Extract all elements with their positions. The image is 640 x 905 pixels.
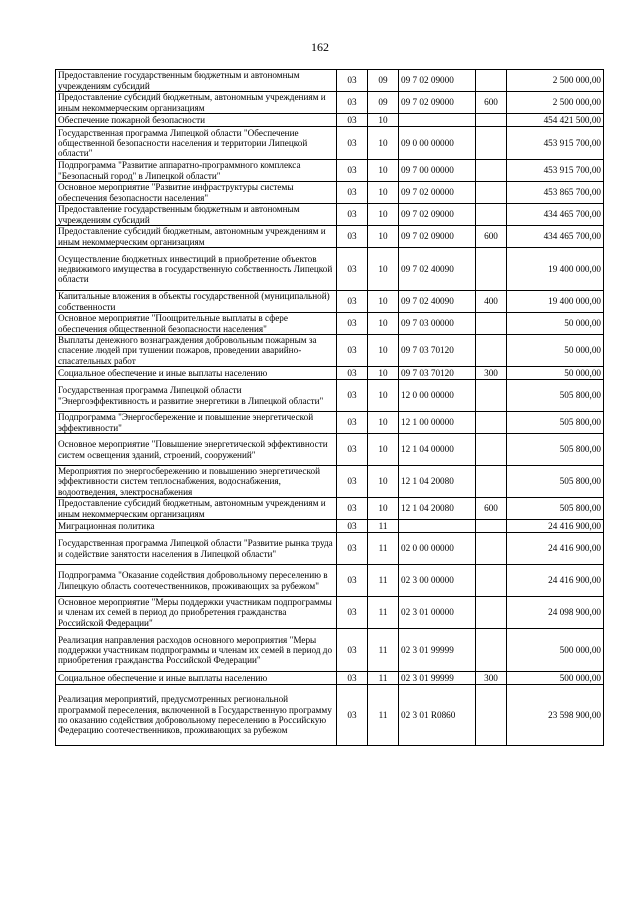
cell-section: 03 bbox=[337, 182, 368, 204]
cell-section: 03 bbox=[337, 412, 368, 434]
budget-table-body bbox=[56, 70, 604, 746]
cell-target-article bbox=[399, 114, 476, 127]
table-row bbox=[56, 313, 604, 335]
cell-name: Основное мероприятие "Повышение энергетической эффективности систем освещения зданий, строений, сооружений" bbox=[56, 434, 337, 466]
cell-expense-type bbox=[476, 335, 507, 367]
table-row bbox=[56, 466, 604, 498]
cell-name: Предоставление государственным бюджетным и автономным учреждениям субсидий bbox=[56, 204, 337, 226]
cell-amount: 505 800,00 bbox=[507, 434, 604, 466]
cell-expense-type: 400 bbox=[476, 291, 507, 313]
cell-amount: 50 000,00 bbox=[507, 335, 604, 367]
cell-section: 03 bbox=[337, 597, 368, 629]
cell-subsection: 11 bbox=[368, 597, 399, 629]
cell-name: Предоставление субсидий бюджетным, автономным учреждениям и иным некоммерческим организациям bbox=[56, 92, 337, 114]
cell-section: 03 bbox=[337, 114, 368, 127]
cell-subsection: 11 bbox=[368, 629, 399, 672]
cell-name: Социальное обеспечение и иные выплаты населению bbox=[56, 367, 337, 380]
cell-subsection: 10 bbox=[368, 466, 399, 498]
cell-subsection: 11 bbox=[368, 533, 399, 565]
cell-section: 03 bbox=[337, 672, 368, 685]
cell-section: 03 bbox=[337, 248, 368, 291]
cell-section: 03 bbox=[337, 127, 368, 160]
budget-table bbox=[55, 69, 604, 746]
cell-expense-type bbox=[476, 380, 507, 412]
cell-amount: 500 000,00 bbox=[507, 629, 604, 672]
table-row bbox=[56, 533, 604, 565]
cell-target-article: 09 7 03 00000 bbox=[399, 313, 476, 335]
cell-subsection: 10 bbox=[368, 160, 399, 182]
cell-amount: 505 800,00 bbox=[507, 466, 604, 498]
cell-target-article: 09 7 03 70120 bbox=[399, 367, 476, 380]
cell-expense-type: 600 bbox=[476, 498, 507, 520]
cell-amount: 24 098 900,00 bbox=[507, 597, 604, 629]
cell-subsection: 11 bbox=[368, 565, 399, 597]
cell-subsection: 09 bbox=[368, 70, 399, 92]
cell-name: Выплаты денежного вознаграждения добровольным пожарным за спасение людей при тушении пожаров, проведении аварийно-спасательных работ bbox=[56, 335, 337, 367]
cell-name: Капитальные вложения в объекты государственной (муниципальной) собственности bbox=[56, 291, 337, 313]
cell-target-article: 09 7 03 70120 bbox=[399, 335, 476, 367]
cell-amount: 23 598 900,00 bbox=[507, 685, 604, 746]
table-row bbox=[56, 520, 604, 533]
cell-amount: 453 915 700,00 bbox=[507, 127, 604, 160]
cell-name: Осуществление бюджетных инвестиций в приобретение объектов недвижимого имущества в государственную собственность Липецкой области bbox=[56, 248, 337, 291]
table-row bbox=[56, 498, 604, 520]
cell-subsection: 10 bbox=[368, 182, 399, 204]
cell-name: Социальное обеспечение и иные выплаты населению bbox=[56, 672, 337, 685]
cell-amount: 505 800,00 bbox=[507, 412, 604, 434]
cell-subsection: 10 bbox=[368, 114, 399, 127]
cell-expense-type: 300 bbox=[476, 367, 507, 380]
cell-expense-type bbox=[476, 533, 507, 565]
cell-expense-type: 300 bbox=[476, 672, 507, 685]
cell-target-article: 09 7 02 09000 bbox=[399, 204, 476, 226]
cell-target-article: 09 7 02 09000 bbox=[399, 226, 476, 248]
cell-section: 03 bbox=[337, 498, 368, 520]
table-row bbox=[56, 114, 604, 127]
cell-subsection: 10 bbox=[368, 367, 399, 380]
cell-name: Миграционная политика bbox=[56, 520, 337, 533]
cell-subsection: 10 bbox=[368, 248, 399, 291]
cell-target-article: 02 0 00 00000 bbox=[399, 533, 476, 565]
cell-name: Предоставление субсидий бюджетным, автономным учреждениям и иным некоммерческим организациям bbox=[56, 226, 337, 248]
cell-name: Государственная программа Липецкой области "Энергоэффективность и развитие энергетики в Липецкой области" bbox=[56, 380, 337, 412]
cell-target-article: 12 1 04 20080 bbox=[399, 498, 476, 520]
cell-section: 03 bbox=[337, 434, 368, 466]
table-row bbox=[56, 672, 604, 685]
cell-subsection: 10 bbox=[368, 127, 399, 160]
cell-amount: 24 416 900,00 bbox=[507, 520, 604, 533]
cell-expense-type bbox=[476, 412, 507, 434]
cell-expense-type bbox=[476, 466, 507, 498]
cell-subsection: 10 bbox=[368, 204, 399, 226]
table-row bbox=[56, 291, 604, 313]
table-row bbox=[56, 629, 604, 672]
cell-target-article: 02 3 00 00000 bbox=[399, 565, 476, 597]
cell-target-article: 02 3 01 99999 bbox=[399, 629, 476, 672]
cell-target-article: 09 7 02 40090 bbox=[399, 291, 476, 313]
cell-subsection: 10 bbox=[368, 434, 399, 466]
cell-section: 03 bbox=[337, 466, 368, 498]
page-number: 162 bbox=[311, 40, 329, 54]
cell-target-article: 12 0 00 00000 bbox=[399, 380, 476, 412]
cell-expense-type bbox=[476, 114, 507, 127]
table-row bbox=[56, 335, 604, 367]
table-row bbox=[56, 685, 604, 746]
cell-name: Основное мероприятие "Развитие инфраструктуры системы обеспечения безопасности населения" bbox=[56, 182, 337, 204]
cell-amount: 24 416 900,00 bbox=[507, 533, 604, 565]
cell-amount: 505 800,00 bbox=[507, 380, 604, 412]
cell-amount: 500 000,00 bbox=[507, 672, 604, 685]
cell-amount: 453 865 700,00 bbox=[507, 182, 604, 204]
cell-amount: 19 400 000,00 bbox=[507, 248, 604, 291]
cell-target-article: 09 7 02 09000 bbox=[399, 70, 476, 92]
cell-name: Подпрограмма "Оказание содействия добровольному переселению в Липецкую область соотечественников, проживающих за рубежом" bbox=[56, 565, 337, 597]
cell-target-article: 12 1 00 00000 bbox=[399, 412, 476, 434]
cell-target-article: 02 3 01 R0860 bbox=[399, 685, 476, 746]
cell-name: Предоставление субсидий бюджетным, автономным учреждениям и иным некоммерческим организациям bbox=[56, 498, 337, 520]
table-row bbox=[56, 367, 604, 380]
cell-amount: 50 000,00 bbox=[507, 313, 604, 335]
cell-subsection: 11 bbox=[368, 685, 399, 746]
cell-expense-type bbox=[476, 160, 507, 182]
cell-subsection: 10 bbox=[368, 380, 399, 412]
cell-name: Государственная программа Липецкой области "Обеспечение общественной безопасности населения и территории Липецкой области" bbox=[56, 127, 337, 160]
cell-subsection: 10 bbox=[368, 498, 399, 520]
cell-amount: 50 000,00 bbox=[507, 367, 604, 380]
cell-expense-type bbox=[476, 70, 507, 92]
table-row bbox=[56, 597, 604, 629]
cell-subsection: 10 bbox=[368, 335, 399, 367]
cell-amount: 434 465 700,00 bbox=[507, 226, 604, 248]
table-row bbox=[56, 92, 604, 114]
cell-section: 03 bbox=[337, 92, 368, 114]
table-row bbox=[56, 380, 604, 412]
cell-section: 03 bbox=[337, 70, 368, 92]
cell-expense-type: 600 bbox=[476, 92, 507, 114]
cell-target-article: 12 1 04 00000 bbox=[399, 434, 476, 466]
cell-expense-type bbox=[476, 685, 507, 746]
cell-amount: 454 421 500,00 bbox=[507, 114, 604, 127]
cell-subsection: 10 bbox=[368, 291, 399, 313]
cell-name: Подпрограмма "Энергосбережение и повышение энергетической эффективности" bbox=[56, 412, 337, 434]
cell-expense-type bbox=[476, 204, 507, 226]
cell-amount: 505 800,00 bbox=[507, 498, 604, 520]
cell-name: Основное мероприятие "Поощрительные выплаты в сфере обеспечения общественной безопасности населения" bbox=[56, 313, 337, 335]
cell-section: 03 bbox=[337, 533, 368, 565]
table-row bbox=[56, 160, 604, 182]
cell-section: 03 bbox=[337, 565, 368, 597]
cell-target-article: 12 1 04 20080 bbox=[399, 466, 476, 498]
cell-target-article: 02 3 01 99999 bbox=[399, 672, 476, 685]
table-row bbox=[56, 204, 604, 226]
cell-expense-type bbox=[476, 127, 507, 160]
cell-amount: 2 500 000,00 bbox=[507, 70, 604, 92]
cell-section: 03 bbox=[337, 291, 368, 313]
cell-name: Реализация мероприятий, предусмотренных региональной программой переселения, включенной в Государственную программу по оказанию содействия добровольному переселению в Российскую Федерацию соотечественников, проживающих за рубежом bbox=[56, 685, 337, 746]
cell-expense-type bbox=[476, 434, 507, 466]
table-row bbox=[56, 248, 604, 291]
cell-name: Мероприятия по энергосбережению и повышению энергетической эффективности систем теплоснабжения, водоснабжения, водоотведения, электроснабжения bbox=[56, 466, 337, 498]
cell-amount: 453 915 700,00 bbox=[507, 160, 604, 182]
cell-amount: 2 500 000,00 bbox=[507, 92, 604, 114]
cell-amount: 24 416 900,00 bbox=[507, 565, 604, 597]
table-row bbox=[56, 127, 604, 160]
cell-expense-type bbox=[476, 597, 507, 629]
cell-subsection: 10 bbox=[368, 313, 399, 335]
cell-target-article bbox=[399, 520, 476, 533]
cell-section: 03 bbox=[337, 335, 368, 367]
cell-section: 03 bbox=[337, 685, 368, 746]
table-row bbox=[56, 70, 604, 92]
cell-section: 03 bbox=[337, 313, 368, 335]
cell-subsection: 09 bbox=[368, 92, 399, 114]
cell-section: 03 bbox=[337, 380, 368, 412]
cell-name: Реализация направления расходов основного мероприятия "Меры поддержки участникам подпрограммы и членам их семей в период до приобретения гражданства Российской Федерации" bbox=[56, 629, 337, 672]
cell-target-article: 09 7 00 00000 bbox=[399, 160, 476, 182]
cell-name: Основное мероприятие "Меры поддержки участникам подпрограммы и членам их семей в период до приобретения гражданства Российской Федерации" bbox=[56, 597, 337, 629]
table-row bbox=[56, 434, 604, 466]
cell-expense-type bbox=[476, 182, 507, 204]
cell-target-article: 09 7 02 40090 bbox=[399, 248, 476, 291]
table-row bbox=[56, 565, 604, 597]
table-row bbox=[56, 412, 604, 434]
cell-target-article: 09 7 02 00000 bbox=[399, 182, 476, 204]
cell-subsection: 11 bbox=[368, 672, 399, 685]
cell-name: Предоставление государственным бюджетным и автономным учреждениям субсидий bbox=[56, 70, 337, 92]
cell-expense-type bbox=[476, 248, 507, 291]
cell-name: Обеспечение пожарной безопасности bbox=[56, 114, 337, 127]
cell-section: 03 bbox=[337, 226, 368, 248]
cell-section: 03 bbox=[337, 367, 368, 380]
cell-expense-type: 600 bbox=[476, 226, 507, 248]
cell-section: 03 bbox=[337, 160, 368, 182]
cell-name: Государственная программа Липецкой области "Развитие рынка труда и содействие занятости населения в Липецкой области" bbox=[56, 533, 337, 565]
cell-section: 03 bbox=[337, 629, 368, 672]
cell-target-article: 02 3 01 00000 bbox=[399, 597, 476, 629]
cell-target-article: 09 7 02 09000 bbox=[399, 92, 476, 114]
cell-target-article: 09 0 00 00000 bbox=[399, 127, 476, 160]
cell-subsection: 10 bbox=[368, 226, 399, 248]
cell-expense-type bbox=[476, 565, 507, 597]
cell-expense-type bbox=[476, 313, 507, 335]
cell-section: 03 bbox=[337, 520, 368, 533]
cell-amount: 19 400 000,00 bbox=[507, 291, 604, 313]
table-row bbox=[56, 182, 604, 204]
cell-subsection: 11 bbox=[368, 520, 399, 533]
cell-section: 03 bbox=[337, 204, 368, 226]
cell-expense-type bbox=[476, 520, 507, 533]
cell-amount: 434 465 700,00 bbox=[507, 204, 604, 226]
cell-subsection: 10 bbox=[368, 412, 399, 434]
cell-expense-type bbox=[476, 629, 507, 672]
cell-name: Подпрограмма "Развитие аппаратно-программного комплекса "Безопасный город" в Липецкой области" bbox=[56, 160, 337, 182]
table-row bbox=[56, 226, 604, 248]
